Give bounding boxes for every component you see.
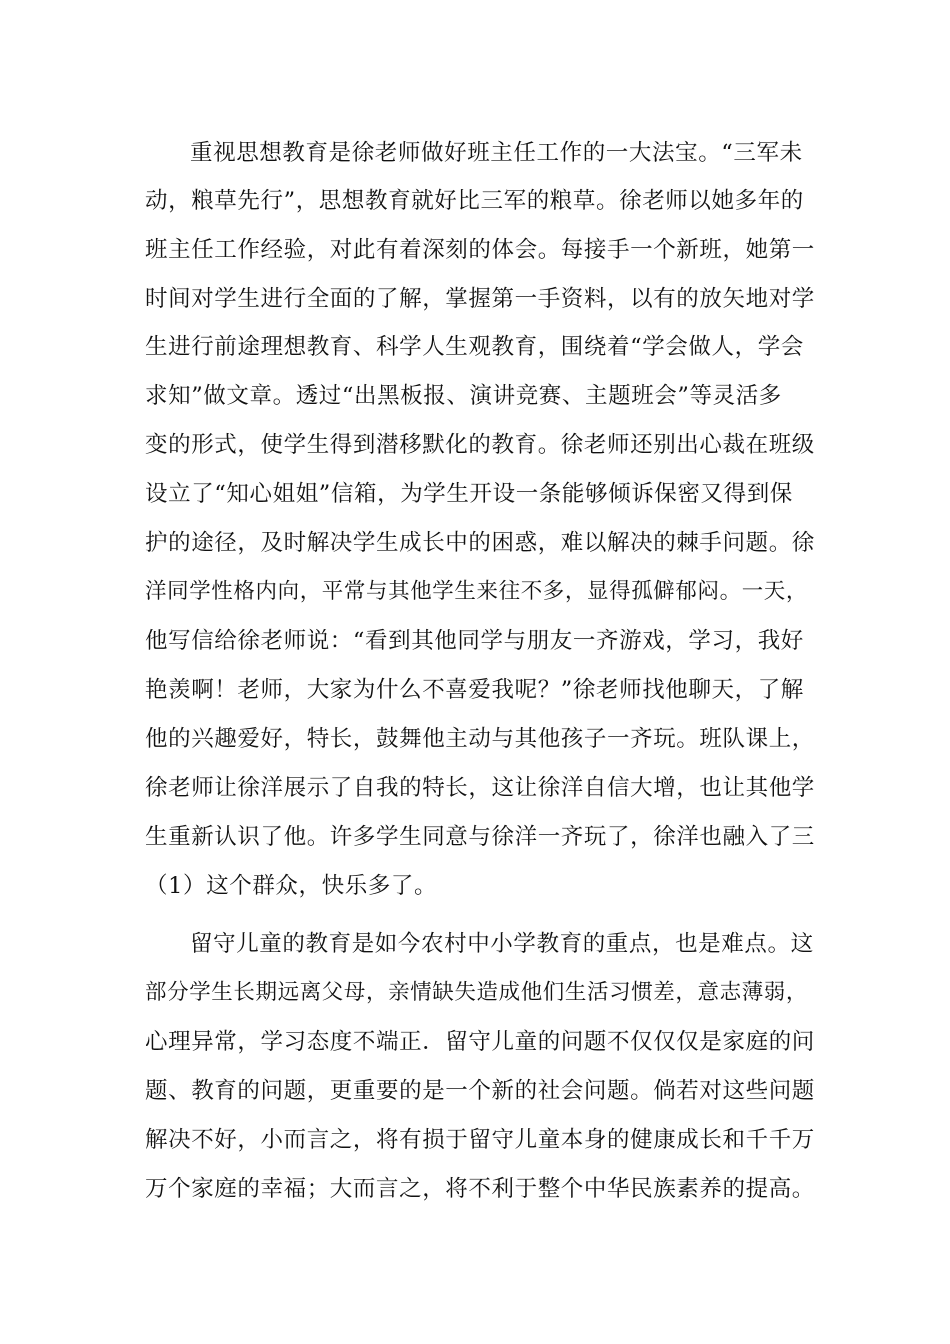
paragraph-2-line-5: 解决不好，小而言之，将有损于留守儿童本身的健康成长和千千万 [145,1127,815,1153]
paragraph-2-line-1: 留守儿童的教育是如今农村中小学教育的重点，也是难点。这 [190,931,814,957]
paragraph-1-line-14: 徐老师让徐洋展示了自我的特长，这让徐洋自信大增，也让其他学 [145,775,815,801]
paragraph-1-line-5: 生进行前途理想教育、科学人生观教育，围绕着“学会做人，学会 [145,334,804,360]
paragraph-1-line-10: 洋同学性格内向，平常与其他学生来往不多，显得孤僻郁闷。一天， [145,579,809,604]
paragraph-1-line-6: 求知”做文章。透过“出黑板报、演讲竞赛、主题班会”等灵活多 [145,383,782,409]
paragraph-1-line-11: 他写信给徐老师说：“看到其他同学与朋友一齐游戏，学习，我好 [145,628,804,654]
paragraph-2-line-2: 部分学生长期远离父母，亲情缺失造成他们生活习惯差，意志薄弱， [145,980,809,1005]
paragraph-1-line-2: 动，粮草先行”，思想教育就好比三军的粮草。徐老师以她多年的 [145,188,804,214]
paragraph-1-line-12: 艳羡啊！老师，大家为什么不喜爱我呢？”徐老师找他聊天，了解 [145,677,804,703]
paragraph-1-line-15: 生重新认识了他。许多学生同意与徐洋一齐玩了，徐洋也融入了三 [145,824,815,850]
paragraph-2-line-3: 心理异常，学习态度不端正．留守儿童的问题不仅仅仅是家庭的问 [145,1029,815,1055]
paragraph-1-line-3: 班主任工作经验，对此有着深刻的体会。每接手一个新班，她第一 [145,237,815,263]
paragraph-2-line-4: 题、教育的问题，更重要的是一个新的社会问题。倘若对这些问题 [145,1078,815,1104]
paragraph-2-line-6: 万个家庭的幸福；大而言之，将不利于整个中华民族素养的提高。 [145,1176,815,1202]
paragraph-1-line-16: （1）这个群众，快乐多了。 [145,873,438,899]
paragraph-1-line-8: 设立了“知心姐姐”信箱，为学生开设一条能够倾诉保密又得到保 [145,481,793,507]
paragraph-1-line-1: 重视思想教育是徐老师做好班主任工作的一大法宝。“三军未 [190,140,803,166]
paragraph-1-line-4: 时间对学生进行全面的了解，掌握第一手资料，以有的放矢地对学 [145,286,815,312]
paragraph-1-line-7: 变的形式，使学生得到潜移默化的教育。徐老师还别出心裁在班级 [145,432,815,458]
paragraph-1-line-9: 护的途径，及时解决学生成长中的困惑，难以解决的棘手问题。徐 [145,530,815,556]
paragraph-1-line-13: 他的兴趣爱好，特长，鼓舞他主动与其他孩子一齐玩。班队课上， [145,726,815,752]
